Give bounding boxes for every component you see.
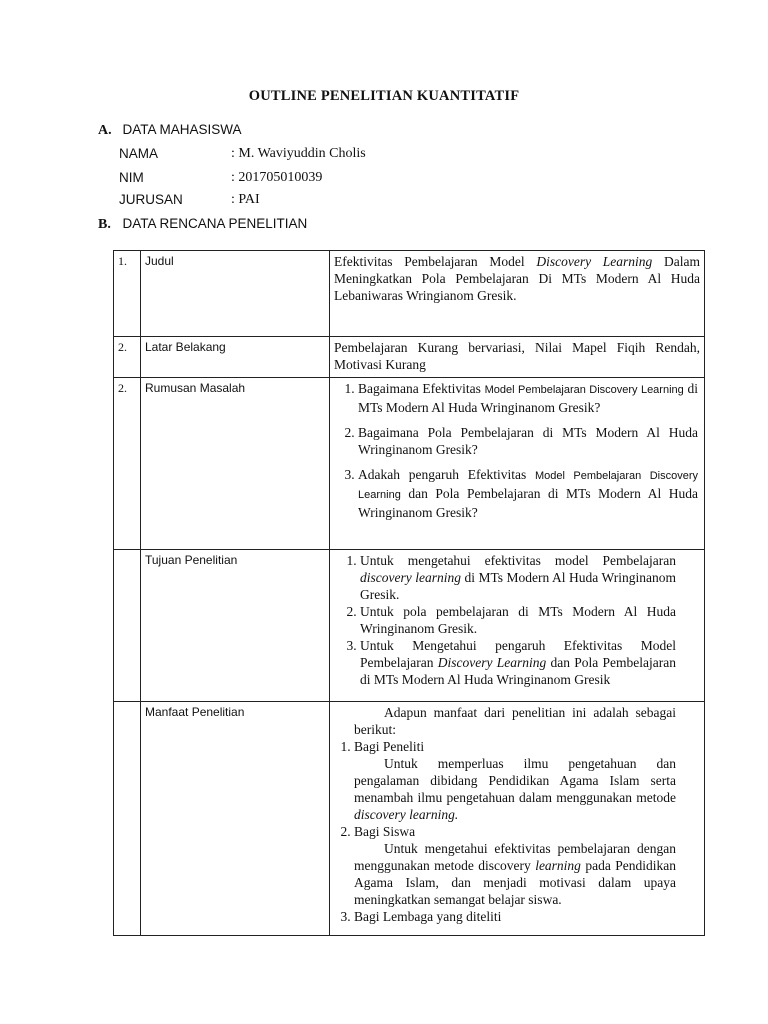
section-a-label: DATA MAHASISWA: [122, 122, 242, 137]
list-item: 1. Bagi Peneliti Untuk memperluas ilmu pengetahuan dan pengalaman dibidang Pendidikan Agama Islam serta menambah ilmu pengetahuan dalam menggunakan metode discovery learning.: [354, 738, 676, 823]
section-b-heading: [98, 216, 307, 233]
section-a-heading: [98, 122, 242, 139]
list-item: 1. Bagaimana Efektivitas Model Pembelajaran Discovery Learning di MTs Modern Al Huda Wringinanom Gresik?: [358, 380, 698, 416]
row-label: Latar Belakang: [141, 337, 330, 378]
row-number: 2.: [114, 378, 141, 550]
list-item: 3. Adakah pengaruh Efektivitas Model Pembelajaran Discovery Learning dan Pola Pembelajaran di MTs Modern Al Huda Wringinanom Gresik?: [358, 466, 698, 521]
list-item: 2. Untuk pola pembelajaran di MTs Modern Al Huda Wringinanom Gresik.: [360, 603, 676, 637]
nama-value: : M. Waviyuddin Cholis: [231, 146, 366, 161]
jurusan-value: : PAI: [231, 192, 260, 207]
nim-label: NIM: [119, 170, 144, 185]
table-row-rumusan-masalah: [114, 378, 705, 550]
row-number: [114, 702, 141, 936]
row-label: Manfaat Penelitian: [141, 702, 330, 936]
list-item: 3. Bagi Lembaga yang diteliti: [354, 908, 676, 925]
list-item: 1. Untuk mengetahui efektivitas model Pembelajaran discovery learning di MTs Modern Al Huda Wringinanom Gresik.: [360, 552, 676, 603]
row-label: Rumusan Masalah: [141, 378, 330, 550]
research-outline-table: [113, 250, 705, 936]
section-b-label: DATA RENCANA PENELITIAN: [122, 216, 308, 231]
table-row-latar-belakang: [114, 337, 705, 378]
rumusan-content: [330, 378, 705, 550]
list-item: 2. Bagi Siswa Untuk mengetahui efektivitas pembelajaran dengan menggunakan metode discovery learning pada Pendidikan Agama Islam, dan menjadi motivasi dalam upaya meningkatkan semangat belajar siswa.: [354, 823, 676, 908]
row-label: Judul: [141, 251, 330, 337]
row-number: 2.: [114, 337, 141, 378]
list-item: 2. Bagaimana Pola Pembelajaran di MTs Modern Al Huda Wringinanom Gresik?: [358, 424, 698, 458]
nama-label: NAMA: [119, 146, 159, 161]
judul-content: Efektivitas Pembelajaran Model Discovery Learning Dalam Meningkatkan Pola Pembelajaran Di MTs Modern Al Huda Lebaniwaras Wringianom Gresik.: [330, 251, 705, 337]
latar-content: Pembelajaran Kurang bervariasi, Nilai Mapel Fiqih Rendah, Motivasi Kurang: [330, 337, 705, 378]
manfaat-intro: Adapun manfaat dari penelitian ini adalah sebagai berikut:: [354, 705, 676, 737]
table-row-judul: [114, 251, 705, 337]
table-row-manfaat-penelitian: [114, 702, 705, 936]
jurusan-label: JURUSAN: [119, 192, 183, 207]
tujuan-content: [330, 550, 705, 702]
row-number: [114, 550, 141, 702]
list-item: 3. Untuk Mengetahui pengaruh Efektivitas Model Pembelajaran Discovery Learning dan Pola Pembelajaran di MTs Modern Al Huda Wringinanom Gresik: [360, 637, 676, 688]
row-label: Tujuan Penelitian: [141, 550, 330, 702]
nim-value: : 201705010039: [231, 170, 323, 185]
section-b-letter: B.: [98, 217, 111, 232]
row-number: 1.: [114, 251, 141, 337]
document-title: OUTLINE PENELITIAN KUANTITATIF: [248, 88, 520, 104]
manfaat-content: [330, 702, 705, 936]
section-a-letter: A.: [98, 123, 112, 138]
table-row-tujuan-penelitian: [114, 550, 705, 702]
